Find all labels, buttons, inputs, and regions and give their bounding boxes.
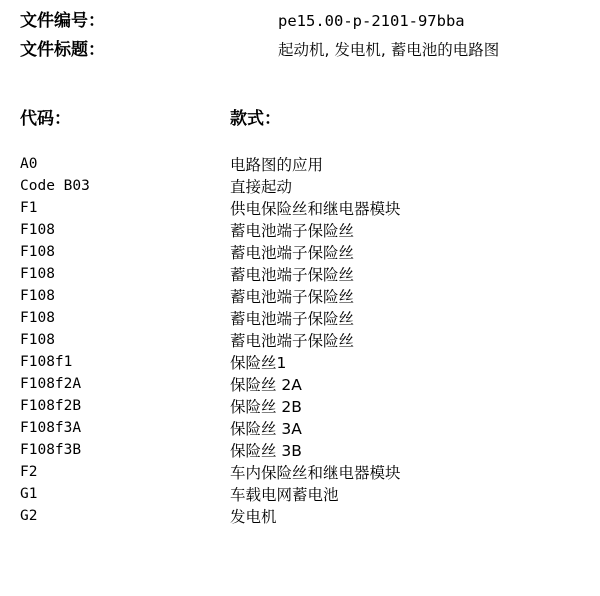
item-code: F108 (20, 266, 55, 282)
item-code: F108 (20, 222, 55, 238)
item-code: Code B03 (20, 178, 90, 194)
item-description: 直接起动 (230, 178, 293, 196)
item-code: F108f3A (20, 420, 82, 436)
item-code: F108f2A (20, 376, 82, 392)
list-item (20, 483, 401, 505)
list-item (20, 417, 401, 439)
item-code: F108f2B (20, 398, 82, 414)
item-description: 供电保险丝和继电器模块 (230, 200, 401, 218)
code-list (20, 153, 401, 527)
list-item (20, 263, 401, 285)
item-description: 蓄电池端子保险丝 (230, 244, 355, 262)
list-item (20, 329, 401, 351)
item-description: 蓄电池端子保险丝 (230, 222, 355, 240)
file-title-label: 文件标题： (20, 40, 105, 60)
file-number-value: pe15.00-p-2101-97bba (278, 12, 465, 30)
item-code: F2 (20, 464, 38, 480)
list-item (20, 373, 401, 395)
item-description: 电路图的应用 (230, 156, 324, 174)
item-description: 保险丝1 (230, 354, 287, 372)
item-code: F108 (20, 332, 55, 348)
item-code: G1 (20, 486, 38, 502)
item-description: 保险丝 2A (230, 376, 302, 394)
list-item (20, 219, 401, 241)
list-item (20, 285, 401, 307)
list-item (20, 175, 401, 197)
list-item (20, 197, 401, 219)
list-item (20, 307, 401, 329)
item-code: F1 (20, 200, 38, 216)
item-description: 车内保险丝和继电器模块 (230, 464, 401, 482)
item-description: 蓄电池端子保险丝 (230, 332, 355, 350)
list-item (20, 439, 401, 461)
item-code: F108f3B (20, 442, 82, 458)
list-item (20, 505, 401, 527)
item-code: F108f1 (20, 354, 73, 370)
file-title-value: 起动机, 发电机, 蓄电池的电路图 (278, 41, 500, 59)
code-column-header: 代码： (20, 109, 71, 129)
item-code: G2 (20, 508, 38, 524)
item-description: 发电机 (230, 508, 277, 526)
table-header (20, 104, 440, 129)
list-item (20, 395, 401, 417)
item-description: 保险丝 3A (230, 420, 302, 438)
file-title-row (20, 35, 499, 61)
item-description: 蓄电池端子保险丝 (230, 288, 355, 306)
item-description: 车载电网蓄电池 (230, 486, 339, 504)
list-item (20, 241, 401, 263)
list-item (20, 351, 401, 373)
item-description: 蓄电池端子保险丝 (230, 310, 355, 328)
list-item (20, 461, 401, 483)
item-code: A0 (20, 156, 38, 172)
item-description: 蓄电池端子保险丝 (230, 266, 355, 284)
item-code: F108 (20, 288, 55, 304)
style-column-header: 款式： (230, 109, 281, 129)
item-description: 保险丝 2B (230, 398, 302, 416)
item-code: F108 (20, 244, 55, 260)
item-code: F108 (20, 310, 55, 326)
item-description: 保险丝 3B (230, 442, 302, 460)
file-number-row (20, 6, 465, 32)
file-number-label: 文件编号： (20, 11, 105, 31)
list-item (20, 153, 401, 175)
